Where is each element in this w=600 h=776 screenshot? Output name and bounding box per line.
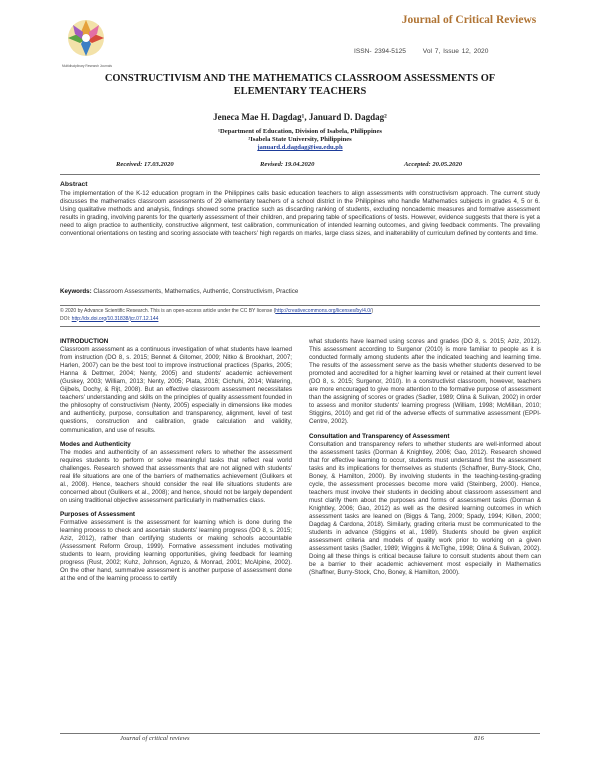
- keywords-label: Keywords:: [60, 288, 92, 295]
- page-number: 816: [474, 735, 484, 742]
- section-text-consultation: Consultation and transparency refers to whether students are well-informed about the assessment tasks (Dorman & Knightley, 2006; Gao, 2012). Research showed that for effective learning to occur, students must understand first the assessment tasks and its implications for themselves as students (Schaffner, Burry-Stock, Cho, Boney, & Hamilton, 2000). By involving students in the teaching-testing-grading cycle, the assessment processes become more valid (Steinberg, 2000). Hence, teachers must involve their students in deciding about classroom assessment and must clarify them about the purposes and forms of assessment tasks (Dorman & Knightley, 2006; Gao, 2012) as well as the desired learning outcomes in which assessment tasks are leaned on (Biggs & Tang, 2009; Spady, 1994; Killen, 2000; Dagdag & Cardona, 2018). Similarly, grading criteria must be communicated to the students in advance (Stiggins et al., 1989). Students should be given explicit assessment criteria and models of quality work prior to working on a given assessment tasks (Sadler, 1989; Wiggins & McTighe, 1998; Olina & Sulivan, 2002). Doing all these things is critical because failure to consult students about them can be a barrier to their academic achievement most especially in Mathematics (Shaffner, Burry-Stock, Cho, Boney, & Hamilton, 2000).: [309, 440, 541, 577]
- author-email-link[interactable]: januard.d.dagdag@isu.edu.ph: [257, 144, 343, 152]
- date-bar: [60, 161, 540, 175]
- revised-date: Revised: 19.04.2020: [260, 161, 315, 168]
- abstract-text: The implementation of the K-12 education program in the Philippines calls basic education teachers to align assessments with constructivism approach. The current study discusses the mathematics classroom assessments of 29 elementary teachers of a school district in the Philippines who handle Mathematics subjects in grades 4, 5 or 6. Using qualitative methods and analysis, findings showed some practice such as discarding ranking of students, excluding noncademic measures and formative assessment results in grading, involving parents for the quarterly assessment of their children, and preparing table of specifications of tests. However, evidence suggests that there is yet a need to align practice to authenticity, constructive alignment, test calibration, communication of intended learning outcomes, and giving feedback comments. The prevailing conventional orientations on testing and scoring associate with teachers' high regards on marks, large class sizes, and inalterability of curriculum defined by contents and time.: [60, 190, 540, 237]
- section-heading-introduction: INTRODUCTION: [60, 338, 109, 345]
- section-heading-purposes: Purposes of Assessment: [60, 510, 136, 518]
- affiliation-2: ²Isabela State University, Philippines: [248, 136, 352, 144]
- affiliation-1: ¹Department of Education, Division of Isabela, Philippines: [218, 128, 382, 135]
- doi-link[interactable]: http://dx.doi.org/10.31838/jcr.07.12.144: [71, 315, 159, 322]
- license-link[interactable]: http://creativecommons.org/licenses/by/4.0/: [275, 308, 372, 314]
- footer-divider: [60, 733, 540, 734]
- license-block: [60, 305, 540, 327]
- received-date: Received: 17.03.2020: [116, 161, 174, 168]
- left-column: [60, 338, 292, 589]
- keywords: [60, 288, 540, 295]
- paper-title: CONSTRUCTIVISM AND THE MATHEMATICS CLASSROOM ASSESSMENTS OF ELEMENTARY TEACHERS: [104, 73, 496, 97]
- authors: Jeneca Mae H. Dagdag¹, Januard D. Dagdag²: [213, 112, 387, 122]
- keywords-text: Classroom Assessments, Mathematics, Authentic, Constructivism, Practice: [93, 288, 299, 295]
- affiliations: [80, 128, 520, 153]
- license-text: © 2020 by Advance Scientific Research. This is an open-access article under the CC BY license (: [60, 308, 276, 314]
- journal-logo: [58, 12, 114, 62]
- doi-label: DOI:: [60, 315, 71, 322]
- abstract-heading: Abstract: [60, 181, 88, 188]
- footer-journal: Journal of critical reviews: [120, 735, 190, 742]
- section-text-modes: The modes and authenticity of an assessment refers to whether the assessment requires students to perform or solve meaningful tasks that reflect real world challenges. Research showed that assessments that are not aligned with students' real life situations are one of the barriers of mathematics achievement (Gulikers et al., 2008). Hence, teachers should consider the real life situations students are concerned about (Gulikers et al., 2008); and hence, should not be largely dependent on using traditional objective assessment particularly in mathematics class.: [60, 448, 292, 504]
- journal-name: Journal of Critical Reviews: [401, 14, 537, 26]
- section-heading-modes: Modes and Authenticity: [60, 440, 131, 448]
- logo-caption: Multidisciplinary Research Journals: [62, 64, 112, 68]
- issn: ISSN- 2394-5125: [354, 48, 406, 55]
- right-column: [309, 338, 541, 583]
- issn-volume: [354, 48, 488, 55]
- license-close: ): [371, 308, 374, 314]
- section-heading-consultation: Consultation and Transparency of Assessment: [309, 432, 450, 440]
- doi-line: [60, 316, 540, 324]
- section-text-introduction: Classroom assessment as a continuous investigation of what students have learned from instruction (DO 8, s. 2015; Bennet & Gitomer, 2009; Nitko & Brookhart, 2007; Harlen, 2007) can be the best tool to improve instructional practices (Sparks, 2005; Hanna & Dettmer, 2004; Nenty, 2005) and students' academic achievement (Guskey, 2003; William, 2013; Nenty, 2005; Plata, 2016; Cichuhi, 2014; Watering, Gijbels, Dochy, & Rijt, 2008). But an effective classroom assessment necessitates teachers' understanding and skills on the principles of quality assessment founded in the philosophy of constructivism (Nenty, 2005) especially in dimensions like modes and authenticity, purpose, consultation and transparency, alignment, level of test questions, construction and calibration, grade calculation and validity, communication, and use of results.: [60, 346, 292, 434]
- volume-issue: Vol 7, Issue 12, 2020: [422, 48, 489, 55]
- license-line: [60, 308, 540, 316]
- section-text-purposes: Formative assessment is the assessment for learning which is done during the learning process to check and ascertain students' learning progress (DO 8, s. 2015; Aziz, 2012), rather than certifying students or making schools accountable (Assessment Reform Group, 1999). Formative assessment includes motivating students to learn, providing learning opportunities, giving feedback for learning progress (Rust, 2002; Kuhz, Johnson, Agruzo, & Monrad, 2001; McAlpine, 2002). On the other hand, summative assessment is another purpose of assessment done at the end of the learning process to certify: [60, 518, 292, 583]
- section-text-continued: what students have learned using scores and grades (DO 8, s. 2015; Aziz, 2012). This assessment according to Surgenor (2010) is more familiar to people as it is conducted formally among students after the indicated teaching and learning time. The results of the assessment serve as the basis whether students deserved to be promoted and accredited for a higher learning level or retained at their current level (DO 8, s. 2015; Surgenor, 2010). In a constructivist classroom, however, teachers are more encouraged to give more attention to the formative purpose of assessment than the assigning of scores or grades (Sadler, 1989; Olina & Sulivan, 2002) in order to assess and monitor students' learning progress (William, 1998; McMillan, 2010; Stiggins, 2010) and get rid of the adverse effects of summative assessment (EPPI-Centre, 2002).: [309, 338, 541, 426]
- accepted-date: Accepted: 20.05.2020: [404, 161, 463, 168]
